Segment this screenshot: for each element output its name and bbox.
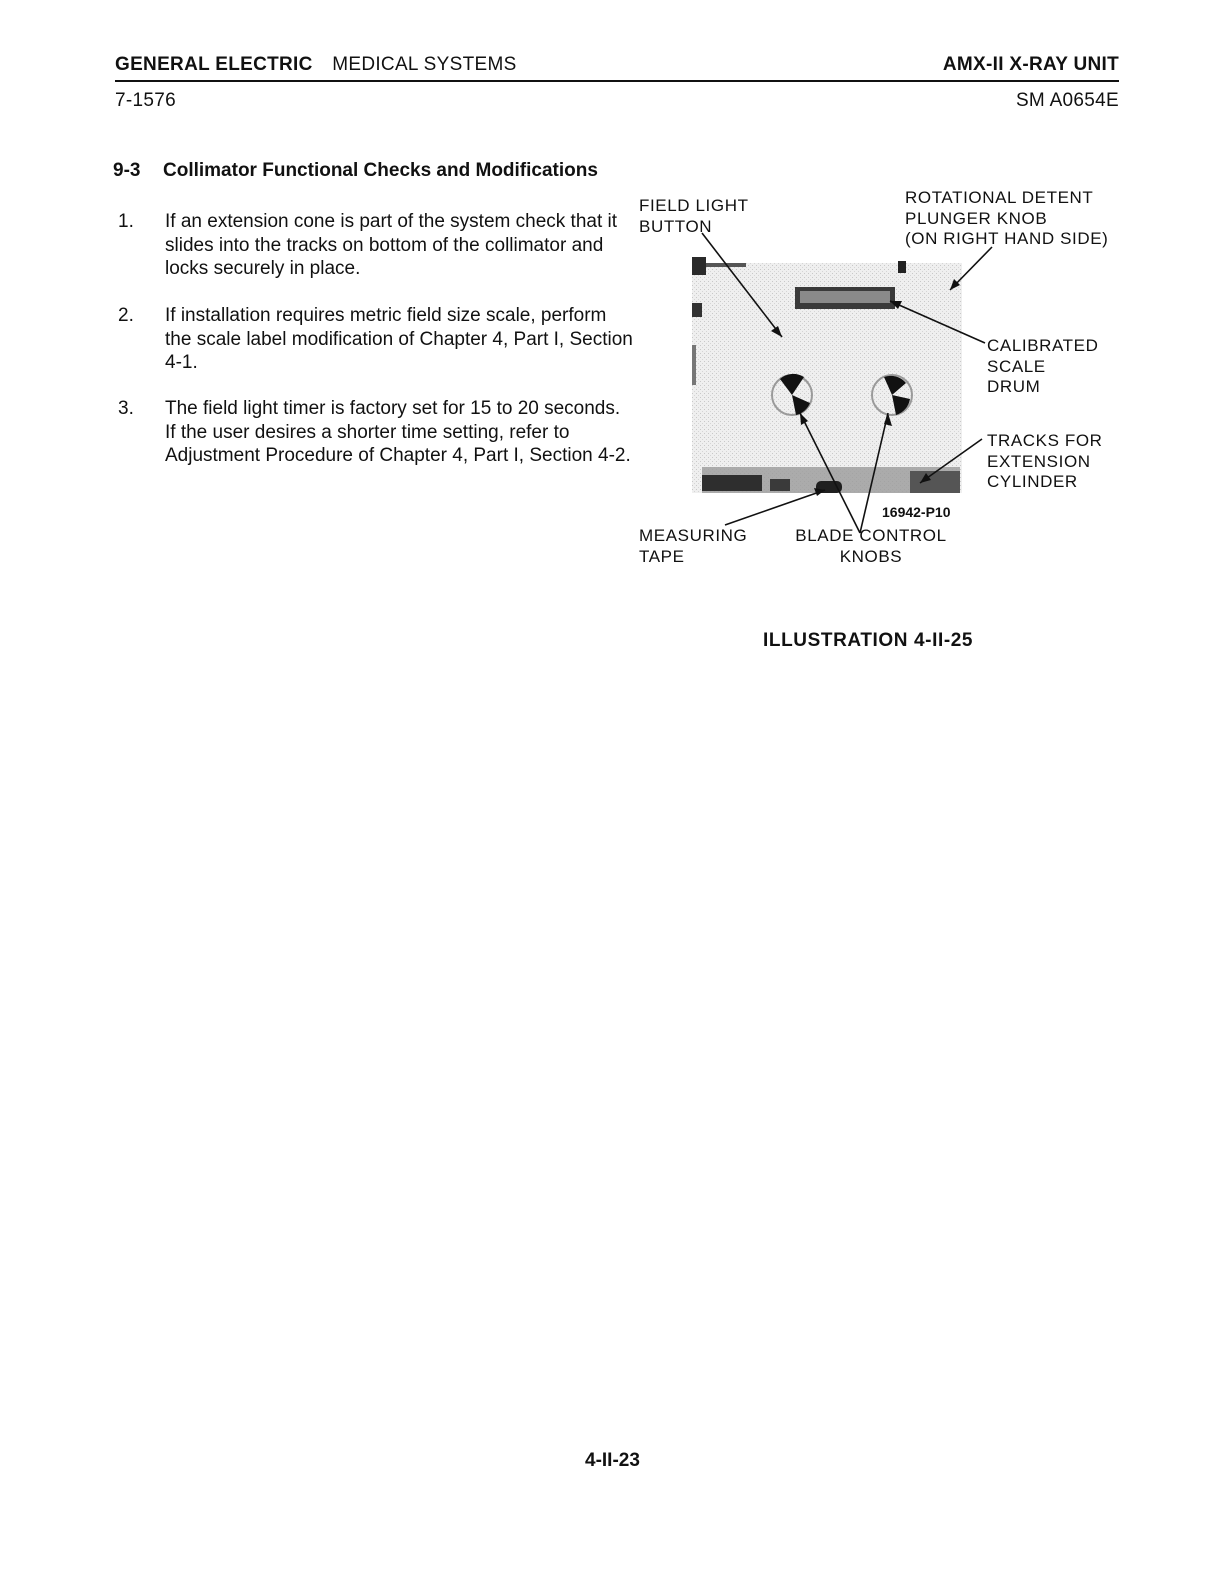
- label-field-light-button: [639, 196, 749, 237]
- track-area: [770, 479, 790, 491]
- track-area: [702, 475, 762, 491]
- label-line: KNOBS: [839, 546, 903, 566]
- section-heading: [113, 160, 598, 182]
- label-line: MEASURING: [639, 526, 748, 545]
- label-line: FIELD LIGHT: [639, 196, 749, 215]
- label-line: DRUM: [987, 377, 1041, 396]
- item-number: 1.: [118, 211, 134, 232]
- label-line: BLADE CONTROL: [795, 526, 947, 545]
- label-measuring-tape: [639, 526, 747, 567]
- label-rotational-detent: [905, 188, 1108, 250]
- label-blade-control-knobs: [791, 526, 951, 567]
- label-line: CALIBRATED: [987, 336, 1099, 355]
- header-left: [115, 54, 517, 76]
- item-text: If an extension cone is part of the system check that it slides into the tracks on bottom of the collimator and locks securely in place.: [165, 211, 618, 279]
- label-line: TRACKS FOR: [987, 431, 1103, 450]
- list-item: [118, 304, 638, 376]
- division-name: MEDICAL SYSTEMS: [332, 54, 517, 75]
- manual-code: SM A0654E: [1015, 90, 1119, 111]
- photo-id: 16942-P10: [882, 504, 951, 520]
- label-calibrated-scale-drum: [987, 336, 1099, 398]
- housing-edge-shadow: [692, 345, 696, 385]
- header-rule: [115, 80, 1119, 82]
- doc-number: 7-1576: [115, 90, 176, 111]
- label-line: CYLINDER: [987, 472, 1078, 491]
- item-text: The field light timer is factory set for 15 to 20 seconds. If the user desires a shorter time setting, refer to Adjustment Procedure of Chapter 4, Part I, Section 4-2.: [165, 398, 631, 466]
- list-item: [118, 210, 638, 282]
- label-line: SCALE: [987, 356, 1046, 376]
- item-number: 2.: [118, 305, 134, 326]
- list-item: [118, 397, 638, 493]
- scale-drum-shape: [800, 291, 890, 303]
- page-number: 4-II-23: [585, 1450, 640, 1471]
- figure-caption: ILLUSTRATION 4-II-25: [763, 630, 974, 651]
- label-line: ROTATIONAL DETENT: [905, 188, 1094, 207]
- plunger-knob-shape: [898, 261, 906, 273]
- label-line: BUTTON: [639, 216, 713, 236]
- section-number: 9-3: [113, 160, 141, 181]
- housing-edge-shadow: [692, 303, 702, 317]
- company-name: GENERAL ELECTRIC: [115, 54, 313, 75]
- item-number: 3.: [118, 398, 134, 419]
- housing-edge-shadow: [692, 257, 706, 275]
- product-name: AMX-II X-RAY UNIT: [942, 54, 1119, 75]
- label-line: (ON RIGHT HAND SIDE): [905, 229, 1109, 248]
- item-text: If installation requires metric field size scale, perform the scale label modification of Chapter 4, Part I, Section 4-1.: [165, 305, 633, 373]
- section-title: Collimator Functional Checks and Modifications: [163, 160, 598, 181]
- label-line: TAPE: [639, 546, 685, 566]
- label-line: PLUNGER KNOB: [905, 208, 1048, 228]
- label-line: EXTENSION: [987, 451, 1091, 471]
- track-area: [910, 471, 960, 493]
- label-tracks-extension: [987, 431, 1103, 493]
